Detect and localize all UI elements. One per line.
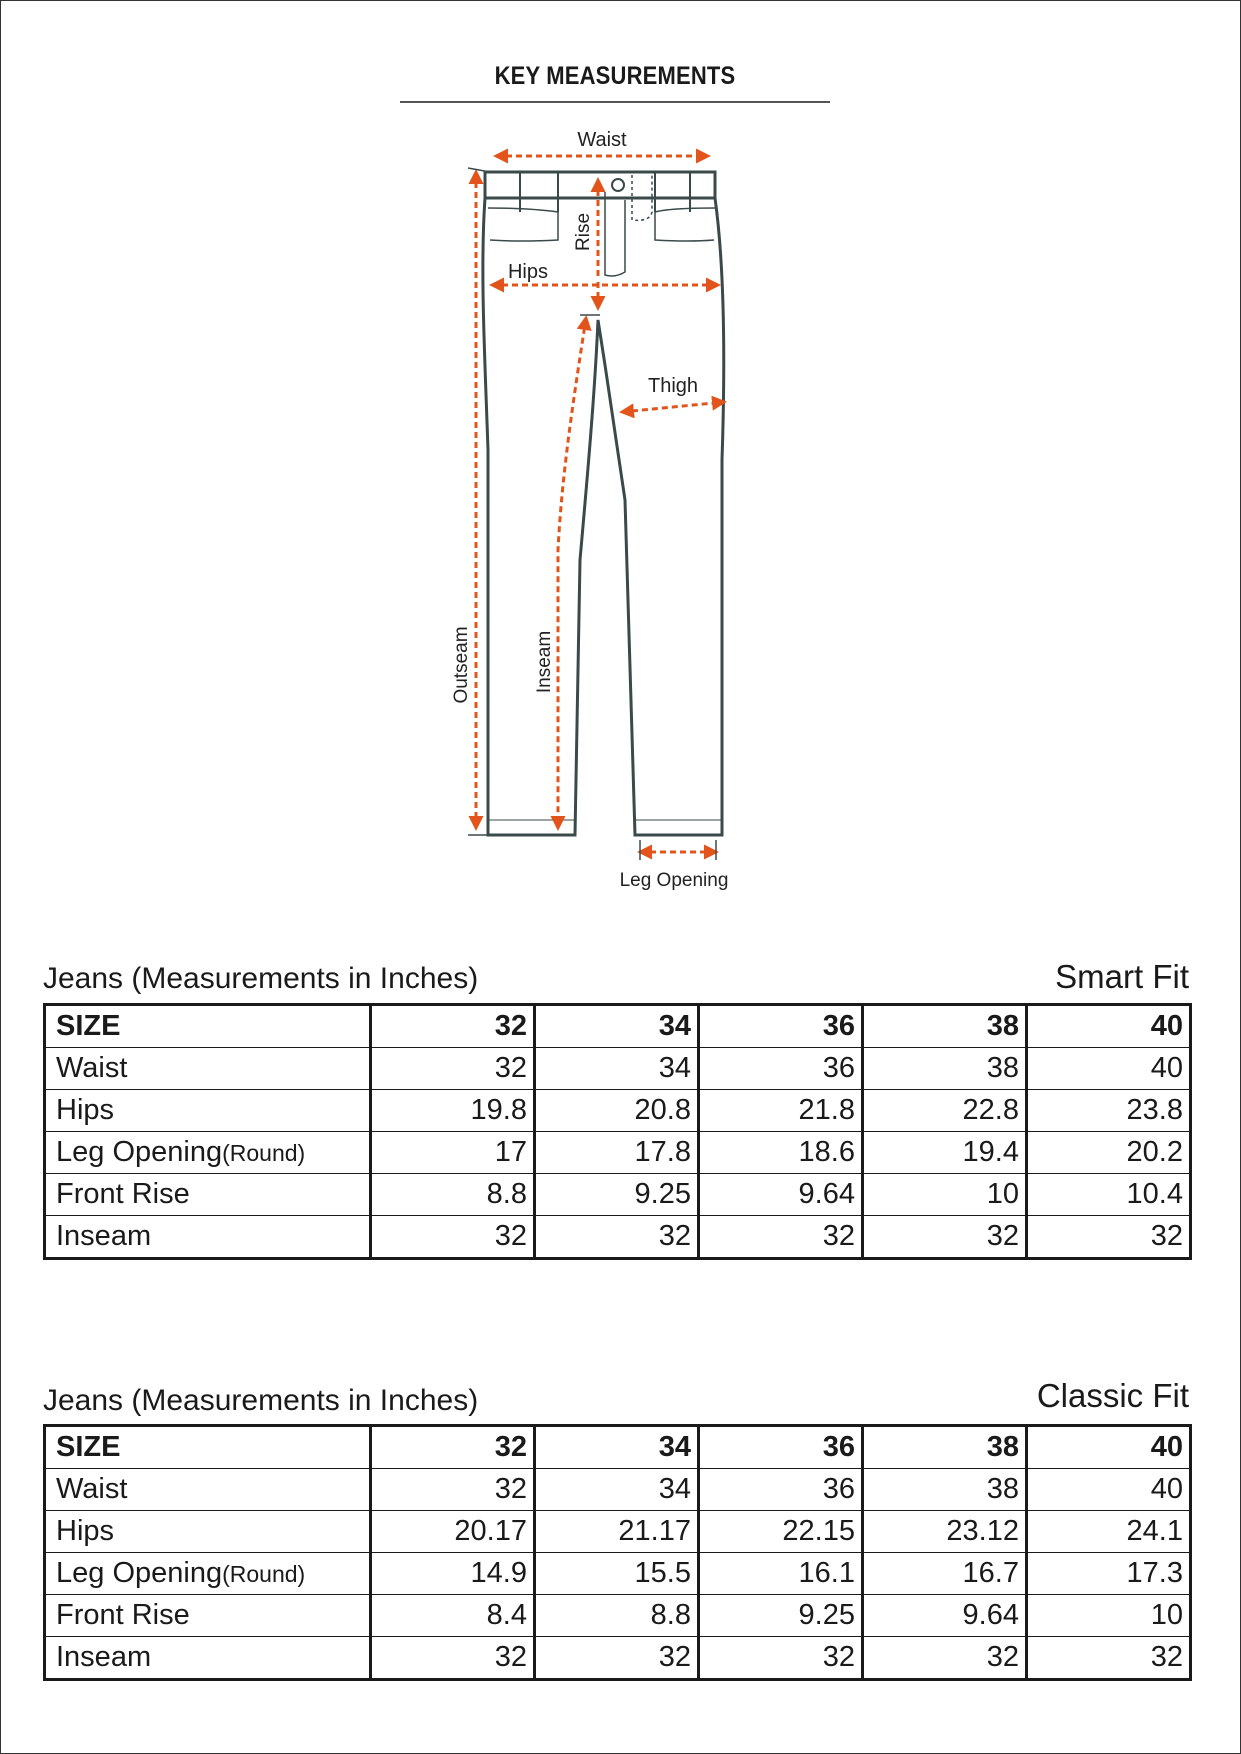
size-value-cell: 32 <box>371 1426 535 1469</box>
row-label <box>45 1426 371 1469</box>
size-value-cell: 32 <box>371 1216 535 1259</box>
outseam-label: Outseam <box>451 626 472 704</box>
size-value-cell: 17 <box>371 1132 535 1174</box>
heading-rule <box>400 101 830 103</box>
row-label-text: Waist <box>56 1052 128 1084</box>
size-value-cell: 18.6 <box>699 1132 863 1174</box>
size-value-cell: 32 <box>699 1637 863 1680</box>
fit-name: Smart Fit <box>1055 958 1189 995</box>
size-value-cell: 36 <box>699 1005 863 1048</box>
row-label <box>45 1216 371 1259</box>
table-row <box>45 1511 1191 1553</box>
size-value-cell: 16.1 <box>699 1553 863 1595</box>
size-value-cell: 15.5 <box>535 1553 699 1595</box>
size-value-cell: 38 <box>863 1426 1027 1469</box>
table-row <box>45 1595 1191 1637</box>
size-value-cell: 34 <box>535 1469 699 1511</box>
row-label <box>45 1553 371 1595</box>
row-label-text: SIZE <box>56 1010 121 1042</box>
row-label-text: Leg Opening <box>56 1135 223 1168</box>
table-row <box>45 1216 1191 1259</box>
row-label-text: Waist <box>56 1473 128 1505</box>
size-value-cell: 9.25 <box>699 1595 863 1637</box>
size-value-cell: 21.17 <box>535 1511 699 1553</box>
size-value-cell: 34 <box>535 1005 699 1048</box>
size-value-cell: 20.17 <box>371 1511 535 1553</box>
size-value-cell: 23.8 <box>1027 1090 1191 1132</box>
size-value-cell: 14.9 <box>371 1553 535 1595</box>
row-label-text: Inseam <box>56 1641 152 1673</box>
size-value-cell: 32 <box>371 1469 535 1511</box>
size-value-cell: 21.8 <box>699 1090 863 1132</box>
size-value-cell: 38 <box>863 1469 1027 1511</box>
size-value-cell: 38 <box>863 1048 1027 1090</box>
row-label <box>45 1174 371 1216</box>
size-value-cell: 8.4 <box>371 1595 535 1637</box>
size-value-cell: 10 <box>863 1174 1027 1216</box>
size-value-cell: 32 <box>535 1637 699 1680</box>
row-label-note: (Round) <box>222 1139 306 1166</box>
size-value-cell: 32 <box>371 1048 535 1090</box>
row-label <box>45 1595 371 1637</box>
size-value-cell: 19.8 <box>371 1090 535 1132</box>
size-value-cell: 9.64 <box>699 1174 863 1216</box>
size-value-cell: 40 <box>1027 1469 1191 1511</box>
size-value-cell: 17.8 <box>535 1132 699 1174</box>
size-value-cell: 22.8 <box>863 1090 1027 1132</box>
row-label-text: Front Rise <box>56 1599 190 1631</box>
size-value-cell: 20.8 <box>535 1090 699 1132</box>
size-value-cell: 9.25 <box>535 1174 699 1216</box>
size-value-cell: 8.8 <box>371 1174 535 1216</box>
size-value-cell: 10.4 <box>1027 1174 1191 1216</box>
size-value-cell: 36 <box>699 1048 863 1090</box>
row-label <box>45 1048 371 1090</box>
row-label <box>45 1090 371 1132</box>
size-value-cell: 16.7 <box>863 1553 1027 1595</box>
table-caption: Jeans (Measurements in Inches) <box>43 962 479 995</box>
row-label-text: Hips <box>56 1094 115 1126</box>
size-header-row <box>45 1005 1191 1048</box>
size-value-cell: 36 <box>699 1469 863 1511</box>
size-value-cell: 8.8 <box>535 1595 699 1637</box>
row-label <box>45 1511 371 1553</box>
table-row <box>45 1637 1191 1680</box>
size-value-cell: 32 <box>371 1637 535 1680</box>
size-value-cell: 34 <box>535 1048 699 1090</box>
row-label-text: SIZE <box>56 1431 121 1463</box>
size-value-cell: 32 <box>1027 1637 1191 1680</box>
row-label-text: Leg Opening <box>56 1556 223 1589</box>
size-value-cell: 10 <box>1027 1595 1191 1637</box>
fit-name: Classic Fit <box>1036 1377 1189 1414</box>
size-value-cell: 20.2 <box>1027 1132 1191 1174</box>
table-row <box>45 1090 1191 1132</box>
table-row <box>45 1469 1191 1511</box>
size-value-cell: 40 <box>1027 1005 1191 1048</box>
size-value-cell: 32 <box>371 1005 535 1048</box>
size-value-cell: 34 <box>535 1426 699 1469</box>
thigh-label: Thigh <box>647 375 699 397</box>
size-value-cell: 32 <box>1027 1216 1191 1259</box>
row-label-text: Hips <box>56 1515 115 1547</box>
row-label-text: Front Rise <box>56 1178 190 1210</box>
size-value-cell: 24.1 <box>1027 1511 1191 1553</box>
row-label <box>45 1469 371 1511</box>
size-table-smart-fit <box>43 1003 1192 1260</box>
waist-label: Waist <box>577 130 627 151</box>
size-value-cell: 32 <box>699 1216 863 1259</box>
leg-opening-label: Leg Opening <box>619 870 729 891</box>
rise-label: Rise <box>573 212 594 252</box>
button-icon <box>612 179 624 191</box>
table-caption: Jeans (Measurements in Inches) <box>43 1384 479 1417</box>
size-value-cell: 32 <box>863 1637 1027 1680</box>
size-value-cell: 22.15 <box>699 1511 863 1553</box>
size-header-row <box>45 1426 1191 1469</box>
size-value-cell: 32 <box>863 1216 1027 1259</box>
size-value-cell: 38 <box>863 1005 1027 1048</box>
size-value-cell: 40 <box>1027 1426 1191 1469</box>
page-heading: KEY MEASUREMENTS <box>494 62 736 90</box>
row-label <box>45 1132 371 1174</box>
size-value-cell: 17.3 <box>1027 1553 1191 1595</box>
row-label <box>45 1005 371 1048</box>
size-value-cell: 32 <box>535 1216 699 1259</box>
size-table-classic-fit <box>43 1424 1192 1681</box>
table-row <box>45 1048 1191 1090</box>
table-row <box>45 1174 1191 1216</box>
table-row <box>45 1132 1191 1174</box>
size-value-cell: 23.12 <box>863 1511 1027 1553</box>
size-value-cell: 40 <box>1027 1048 1191 1090</box>
jeans-diagram <box>440 130 760 900</box>
size-value-cell: 19.4 <box>863 1132 1027 1174</box>
row-label-text: Inseam <box>56 1220 152 1252</box>
size-value-cell: 9.64 <box>863 1595 1027 1637</box>
hips-label: Hips <box>507 261 549 283</box>
table-row <box>45 1553 1191 1595</box>
row-label <box>45 1637 371 1680</box>
inseam-label: Inseam <box>534 630 555 694</box>
size-value-cell: 36 <box>699 1426 863 1469</box>
row-label-note: (Round) <box>222 1560 306 1587</box>
